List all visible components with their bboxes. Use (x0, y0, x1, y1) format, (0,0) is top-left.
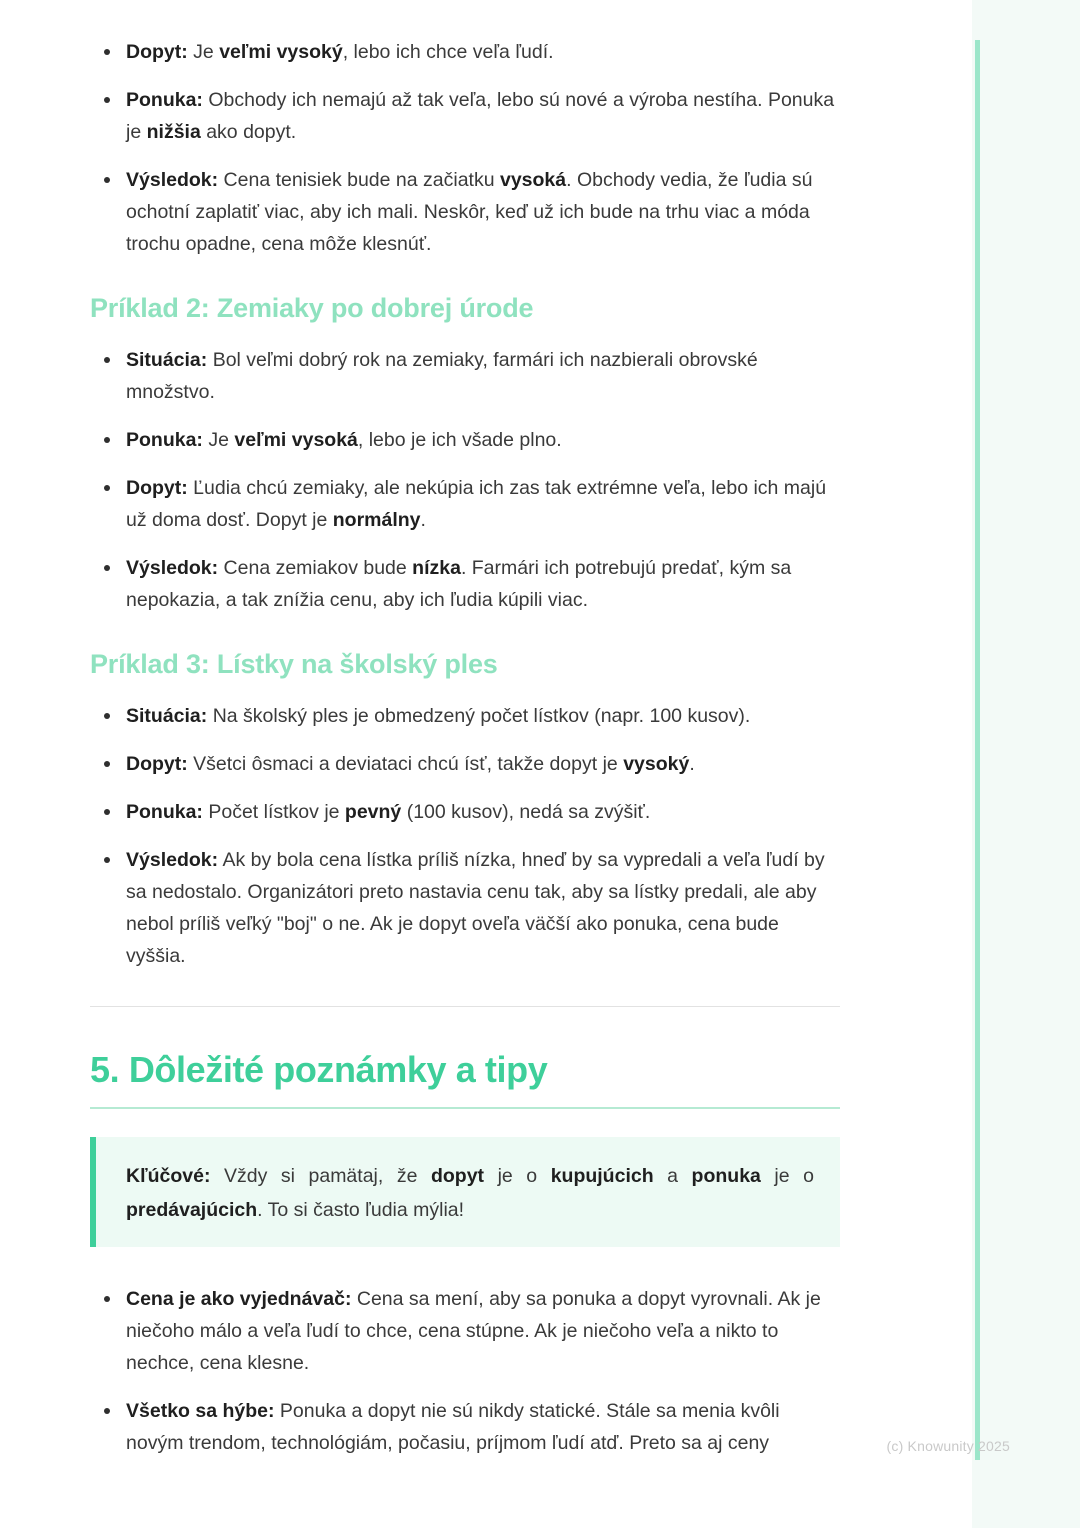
list-item (90, 748, 840, 780)
top-bullet-list (90, 36, 840, 260)
list-item (90, 36, 840, 68)
list-item-label: Cena je ako vyjednávač: (126, 1288, 352, 1310)
emphasis-text: predávajúcich (126, 1199, 258, 1221)
list-item-label: Všetko sa hýbe: (126, 1400, 275, 1422)
list-item (90, 164, 840, 260)
list-item (90, 796, 840, 828)
list-item (90, 1283, 840, 1379)
page-edge-decoration (972, 0, 1080, 1528)
body-text: . To si často ľudia mýlia! (257, 1199, 465, 1221)
key-callout-text (126, 1159, 814, 1227)
key-callout-box (90, 1137, 840, 1247)
body-text: je o (484, 1165, 551, 1187)
list-item-label: Dopyt: (126, 477, 188, 499)
body-text: Počet lístkov je (202, 801, 345, 823)
body-text: Bol veľmi dobrý rok na zemiaky, farmári ich nazbierali obrovské množstvo. (126, 349, 758, 403)
body-text: Ľudia chcú zemiaky, ale nekúpia ich zas tak extrémne veľa, lebo ich majú už doma dosť. Dopyt je (126, 477, 827, 531)
body-text: Všetci ôsmaci a deviataci chcú ísť, takže dopyt je (187, 753, 624, 775)
body-text: Cena zemiakov bude (218, 557, 413, 579)
list-item-label: Ponuka: (126, 429, 203, 451)
body-text: (100 kusov), nedá sa zvýšiť. (401, 801, 651, 823)
body-text: Vždy si pamätaj, že (210, 1165, 431, 1187)
list-item (90, 84, 840, 148)
body-text: Je (202, 429, 235, 451)
list-item (90, 344, 840, 408)
body-text: . (689, 753, 695, 775)
body-text: a (653, 1165, 692, 1187)
body-text: Ak by bola cena lístka príliš nízka, hneď by sa vypredali a veľa ľudí by sa nedostalo. Organizátori preto nastavia cenu tak, aby sa lístky predali, ale aby nebol príliš veľký "boj" o ne. Ak je dopyt oveľa väčší ako ponuka, cena bude vyššia. (126, 849, 825, 967)
body-text: Ponuka a dopyt nie sú nikdy statické. Stále sa menia kvôli novým trendom, technológiám, počasiu, príjmom ľudí atď. Preto sa aj ceny (126, 1400, 780, 1454)
emphasis-text: normálny (332, 509, 421, 531)
list-item-label: Dopyt: (126, 753, 188, 775)
body-text: , lebo je ich všade plno. (357, 429, 562, 451)
list-item (90, 700, 840, 732)
heading-example-2: Príklad 2: Zemiaky po dobrej úrode (90, 293, 534, 323)
page-edge-accent-line (975, 40, 980, 1460)
body-text: , lebo ich chce veľa ľudí. (342, 41, 554, 63)
section-heading-underline (90, 1107, 840, 1109)
emphasis-text: nižšia (146, 121, 201, 143)
list-item (90, 844, 840, 972)
emphasis-text: Kľúčové: (126, 1165, 211, 1187)
list-item (90, 1395, 840, 1459)
list-item-label: Výsledok: (126, 849, 219, 871)
example-3-bullet-list (90, 700, 840, 972)
list-item-label: Výsledok: (126, 557, 219, 579)
heading-section-5: 5. Dôležité poznámky a tipy (90, 1049, 548, 1090)
emphasis-text: kupujúcich (550, 1165, 654, 1187)
body-text: je o (760, 1165, 814, 1187)
emphasis-text: veľmi vysoká (234, 429, 358, 451)
watermark: (c) Knowunity 2025 (886, 1438, 1010, 1454)
list-item (90, 424, 840, 456)
body-text: . Obchody vedia, že ľudia sú ochotní zaplatiť viac, aby ich mali. Neskôr, keď už ich bude na trhu viac a móda trochu opadne, cena môže klesnúť. (126, 169, 813, 255)
heading-example-3: Príklad 3: Lístky na školský ples (90, 649, 498, 679)
body-text: Na školský ples je obmedzený počet lístkov (napr. 100 kusov). (207, 705, 751, 727)
list-item-label: Situácia: (126, 349, 208, 371)
list-item-label: Ponuka: (126, 89, 203, 111)
body-text: Cena tenisiek bude na začiatku (218, 169, 500, 191)
list-item-label: Situácia: (126, 705, 208, 727)
example-2-bullet-list (90, 344, 840, 616)
list-item (90, 552, 840, 616)
body-text: . Farmári ich potrebujú predať, kým sa nepokazia, a tak znížia cenu, aby ich ľudia kúpili viac. (126, 557, 792, 611)
emphasis-text: ponuka (691, 1165, 761, 1187)
emphasis-text: pevný (344, 801, 402, 823)
body-text: . (420, 509, 426, 531)
emphasis-text: vysoký (623, 753, 690, 775)
body-text: ako dopyt. (200, 121, 297, 143)
list-item-label: Ponuka: (126, 801, 203, 823)
section-divider (90, 1006, 840, 1007)
list-item-label: Dopyt: (126, 41, 188, 63)
emphasis-text: veľmi vysoký (219, 41, 343, 63)
emphasis-text: nízka (412, 557, 461, 579)
emphasis-text: vysoká (499, 169, 567, 191)
body-text: Je (187, 41, 220, 63)
body-text: Obchody ich nemajú až tak veľa, lebo sú nové a výroba nestíha. Ponuka je (126, 89, 835, 143)
body-text: Cena sa mení, aby sa ponuka a dopyt vyrovnali. Ak je niečoho málo a veľa ľudí to chce, cena stúpne. Ak je niečoho veľa a nikto to nechce, cena klesne. (126, 1288, 821, 1374)
section-5-bullet-list (90, 1283, 840, 1459)
list-item-label: Výsledok: (126, 169, 219, 191)
emphasis-text: dopyt (430, 1165, 485, 1187)
list-item (90, 472, 840, 536)
